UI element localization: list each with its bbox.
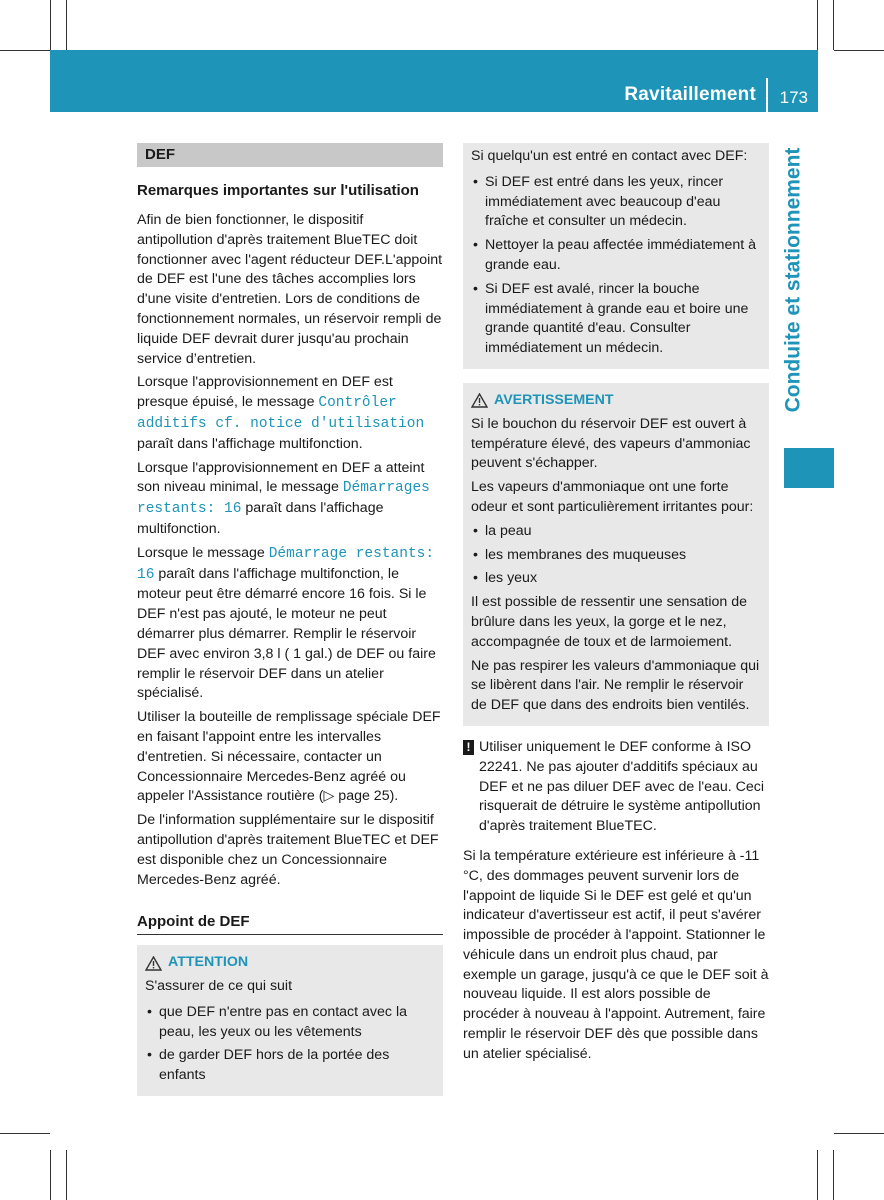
paragraph (137, 373, 443, 454)
text: paraît dans l'affichage multifonction. (137, 500, 384, 537)
paragraph: Les vapeurs d'ammoniaque ont une forte odeur et sont particulièrement irritantes pour: (471, 479, 754, 515)
text: paraît dans l'affichage multifonction. (137, 435, 363, 452)
page-number: 173 (779, 88, 808, 107)
crop-mark (817, 0, 818, 50)
crop-mark (817, 1150, 818, 1200)
list-item: • les membranes des muqueuses (471, 546, 761, 566)
crop-mark (50, 0, 51, 50)
crop-mark (833, 0, 834, 50)
subheading-appoint: Appoint de DEF (137, 912, 443, 935)
list-item: • de garder DEF hors de la portée des enfants (145, 1046, 435, 1086)
text: Lorsque l'approvisionnement en DEF a atteint son niveau minimal, le message (137, 459, 425, 496)
display-message: Démarrages restants: 16 (137, 480, 430, 518)
display-message: Contrôler additifs cf. notice d'utilisation (137, 395, 425, 432)
list-item: • Si DEF est avalé, rincer la bouche immédiatement à grande eau et boire une grande quantité d'eau. Consulter immédiatement un médecin. (471, 280, 761, 359)
attention-heading (145, 953, 435, 973)
crop-mark (833, 1150, 834, 1200)
crop-mark (0, 1133, 50, 1134)
paragraph: Si la température extérieure est inférieure à -11 °C, des dommages peuvent survenir lors de l'appoint de liquide Si le DEF est gelé et qu'un indicateur d'avertisseur est actif, il peut s'avérer impossible de procéder à l'appoint. Stationner le véhicule dans un endroit plus chaud, par exemple un garage, jusqu'à ce que le DEF soit à nouveau liquide. Il est alors possible de procéder à nouveau à l'appoint. Autrement, faire remplir le réservoir DEF dès que possible dans un atelier spécialisé. (463, 847, 769, 1062)
list-item: • les yeux (471, 569, 761, 589)
contact-box (463, 143, 769, 369)
display-message: Démarrage restants: 16 (137, 545, 435, 583)
attention-list (145, 1003, 435, 1086)
section-title: Ravitaillement (624, 84, 756, 105)
crop-mark (834, 50, 884, 51)
left-column (137, 143, 443, 1096)
crop-mark (50, 1150, 51, 1200)
attention-box (137, 945, 443, 1096)
side-tab-marker (784, 448, 834, 488)
list-item: • Nettoyer la peau affectée immédiatement à grande eau. (471, 236, 761, 276)
note-text: Utiliser uniquement le DEF conforme à ISO 22241. Ne pas ajouter d'additifs spéciaux au DEF et ne pas diluer DEF avec de l'eau. Ceci risquerait de détruire le système antipollution d'après traitement BlueTEC. (479, 738, 765, 835)
warning-list (471, 522, 761, 589)
paragraph: Ne pas respirer les valeurs d'ammoniaque qui se libèrent dans l'air. Ne remplir le réservoir de DEF que dans des endroits bien ventilés. (471, 657, 760, 714)
note-block (463, 738, 769, 837)
crop-mark (66, 1150, 67, 1200)
paragraph (137, 459, 443, 540)
paragraph: Si le bouchon du réservoir DEF est ouvert à température élevé, des vapeurs d'ammoniac peuvent s'échapper. (471, 415, 751, 472)
attention-intro: S'assurer de ce qui suit (145, 978, 293, 995)
warning-box (463, 383, 769, 726)
section-heading: DEF (137, 143, 443, 167)
warning-triangle-icon (145, 956, 162, 971)
paragraph: Afin de bien fonctionner, le dispositif antipollution d'après traitement BlueTEC doit fonctionner avec l'agent réducteur DEF.L'appoint de DEF est l'une des tâches accomplies lors d'une visite d'entretien. Lors de conditions de fonctionnement normales, un réservoir rempli de liquide DEF devrait durer jusqu'au prochain service d’entretien. (137, 212, 443, 367)
right-column (463, 143, 769, 1069)
list-item: • Si DEF est entré dans les yeux, rincer immédiatement avec beaucoup d'eau fraîche et consulter un médecin. (471, 173, 761, 232)
contact-list (471, 173, 761, 359)
subheading: Remarques importantes sur l'utilisation (137, 182, 419, 199)
paragraph: Utiliser la bouteille de remplissage spéciale DEF en faisant l'appoint entre les intervalles d'entretien. Si nécessaire, contacter un Concessionnaire Mercedes-Benz agréé ou appeler l'Assistance routière (▷ page 25). (137, 709, 441, 805)
attention-title: ATTENTION (168, 954, 249, 971)
text: Lorsque le message (137, 544, 269, 561)
list-item: • la peau (471, 522, 761, 542)
paragraph: De l'information supplémentaire sur le dispositif antipollution d'après traitement BlueTEC et DEF est disponible chez un Concessionnaire Mercedes-Benz agréé. (137, 812, 439, 888)
paragraph: Il est possible de ressentir une sensation de brûlure dans les yeux, la gorge et le nez, accompagnée de toux et de larmoiement. (471, 594, 748, 650)
crop-mark (0, 50, 50, 51)
paragraph (137, 544, 443, 704)
side-tab-label: Conduite et stationnement (781, 147, 804, 412)
text: paraît dans l'affichage multifonction, le moteur peut être démarré encore 16 fois. Si le DEF n'est pas ajouté, le moteur ne peut démarrer plus démarrer. Remplir le réservoir DEF avec environ 3,8 l ( 1 gal.) de DEF ou faire remplir le réservoir DEF dans un atelier spécialisé. (137, 565, 436, 702)
page-header-bar (50, 50, 818, 112)
crop-mark (834, 1133, 884, 1134)
list-item: • que DEF n'entre pas en contact avec la peau, les yeux ou les vêtements (145, 1003, 435, 1043)
header-separator (766, 78, 768, 112)
warning-heading (471, 391, 761, 411)
contact-intro: Si quelqu'un est entré en contact avec DEF: (471, 148, 748, 164)
warning-triangle-icon (471, 393, 488, 408)
crop-mark (66, 0, 67, 50)
side-tab-label-wrap (768, 112, 818, 447)
text: Lorsque l'approvisionnement en DEF est presque épuisé, le message (137, 374, 393, 411)
exclamation-icon: ! (463, 740, 474, 755)
warning-title: AVERTISSEMENT (494, 391, 614, 408)
